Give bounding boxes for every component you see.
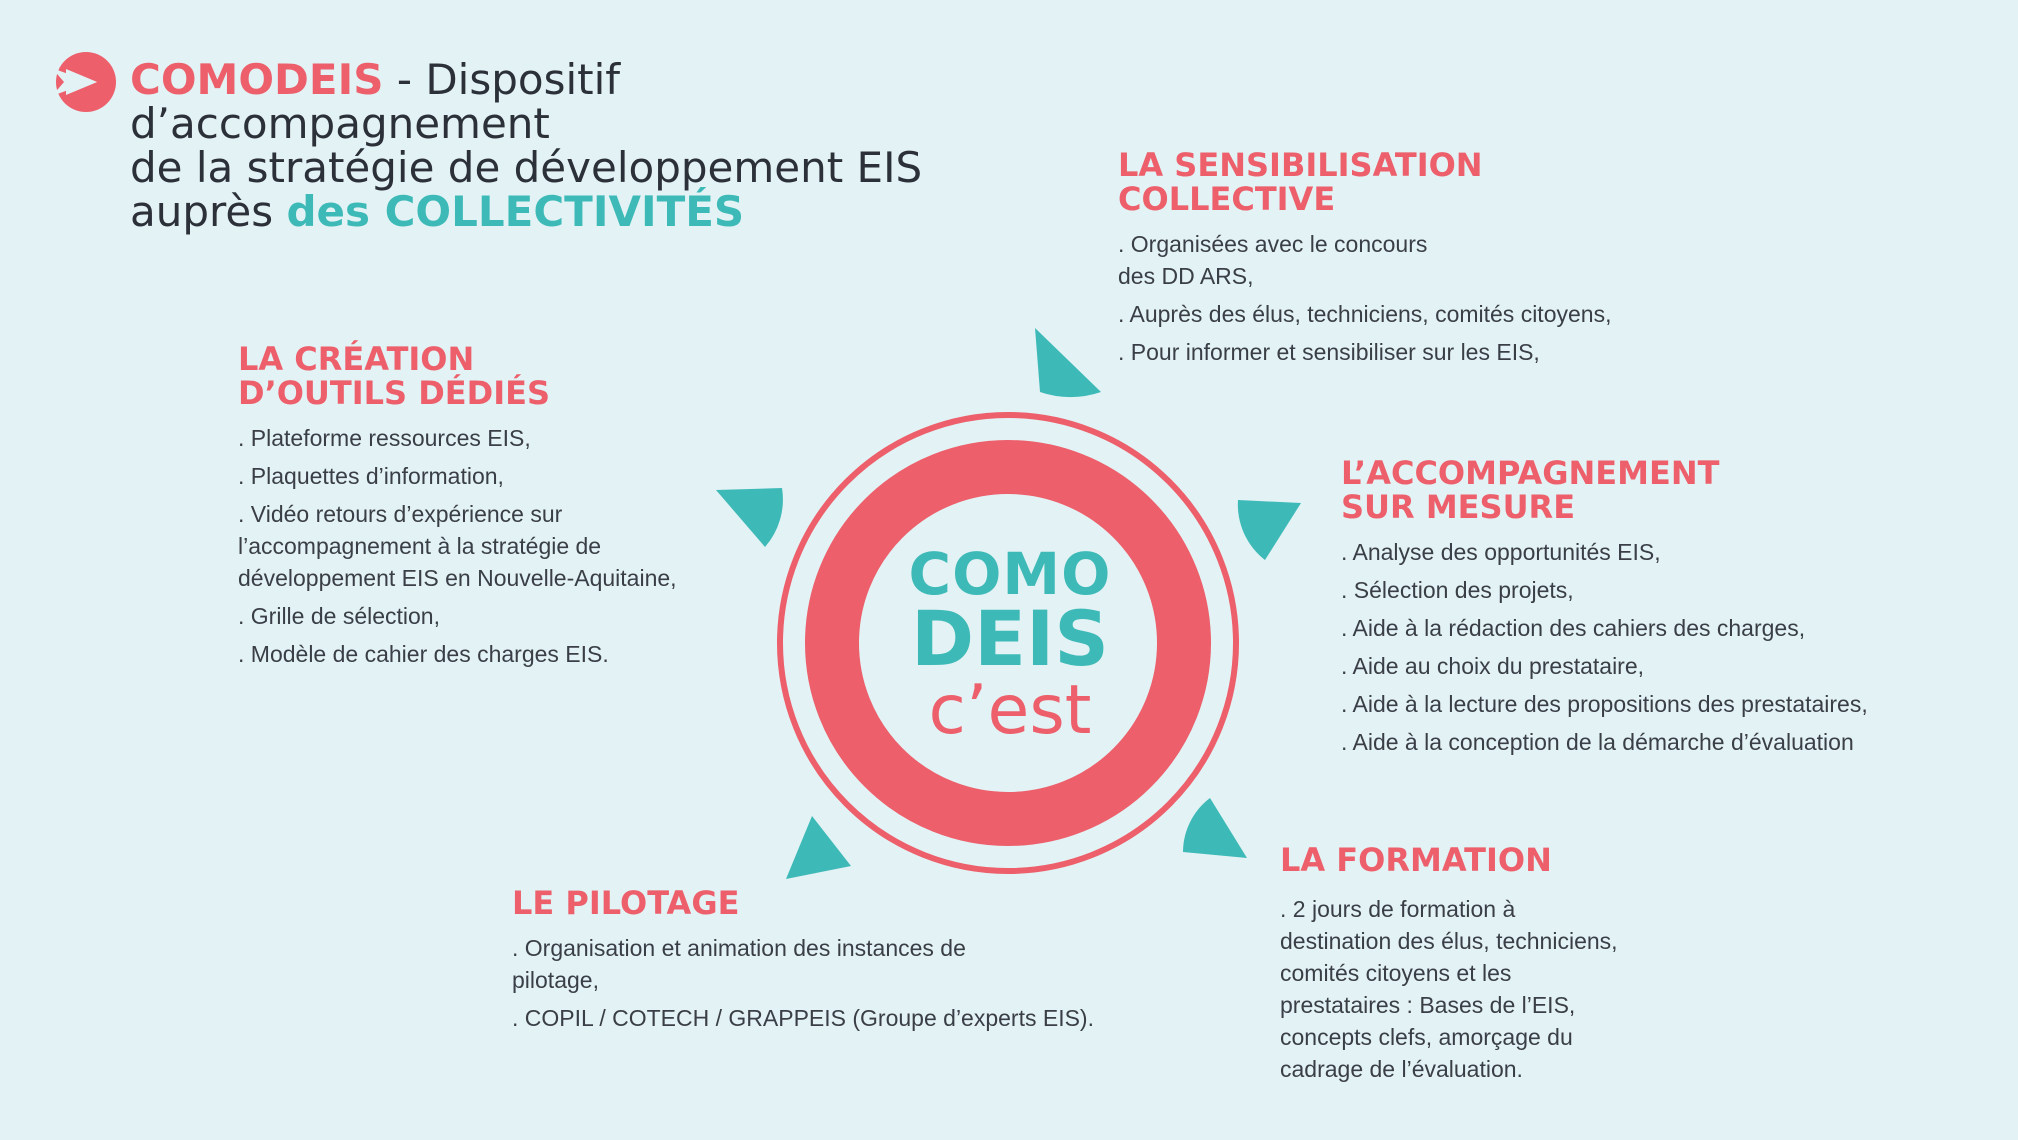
section-title-line1: LA SENSIBILISATION <box>1118 146 1483 184</box>
list-item: . Organisées avec le concours <box>1118 231 1428 257</box>
section-title-line2: COLLECTIVE <box>1118 180 1336 218</box>
list-item: . Plaquettes d’information, <box>238 463 504 489</box>
section-title-line2: D’OUTILS DÉDIÉS <box>238 374 551 412</box>
list-item: prestataires : Bases de l’EIS, <box>1280 992 1576 1018</box>
list-item: . Sélection des projets, <box>1341 577 1574 603</box>
center-label <box>880 540 1140 750</box>
list-item: . Plateforme ressources EIS, <box>238 425 531 451</box>
title-line2: de la stratégie de développement EIS <box>130 143 923 192</box>
list-item: . 2 jours de formation à <box>1280 896 1516 922</box>
section-title <box>512 886 1152 920</box>
center-label-cest: c’est <box>928 671 1092 750</box>
brand-name: COMODEIS <box>130 55 384 104</box>
list-item: concepts clefs, amorçage du <box>1280 1024 1573 1050</box>
list-item: . Analyse des opportunités EIS, <box>1341 539 1661 565</box>
list-item: . Vidéo retours d’expérience sur <box>238 501 563 527</box>
list-item: . COPIL / COTECH / GRAPPEIS (Groupe d’experts EIS). <box>512 1005 1094 1031</box>
list-item: . Organisation et animation des instances de <box>512 935 966 961</box>
wedge-right-bottom <box>1183 798 1247 858</box>
page-title <box>130 55 1030 236</box>
list-item: développement EIS en Nouvelle-Aquitaine, <box>238 565 677 591</box>
list-item: l’accompagnement à la stratégie de <box>238 533 602 559</box>
list-item: destination des élus, techniciens, <box>1280 928 1618 954</box>
list-item: . Auprès des élus, techniciens, comités citoyens, <box>1118 301 1612 327</box>
list-item: . Aide au choix du prestataire, <box>1341 653 1645 679</box>
section-list <box>1341 536 2001 758</box>
list-item: comités citoyens et les <box>1280 960 1512 986</box>
section-title <box>1341 456 2001 524</box>
list-item: . Grille de sélection, <box>238 603 440 629</box>
section-list <box>1118 228 1678 368</box>
wedge-top <box>1035 328 1101 397</box>
list-item: des DD ARS, <box>1118 263 1254 289</box>
title-line1: - Dispositif d’accompagnement <box>130 55 621 148</box>
section-sensibilisation <box>1118 148 1678 374</box>
section-title <box>1280 843 1700 877</box>
section-title-line1: L’ACCOMPAGNEMENT <box>1341 454 1720 492</box>
section-title <box>238 342 758 410</box>
list-item: . Modèle de cahier des charges EIS. <box>238 641 609 667</box>
section-creation <box>238 342 758 676</box>
section-title <box>1118 148 1678 216</box>
list-item: . Pour informer et sensibiliser sur les EIS, <box>1118 339 1540 365</box>
section-title-line1: LA CRÉATION <box>238 340 475 378</box>
list-item: . Aide à la conception de la démarche d’évaluation <box>1341 729 1854 755</box>
list-item: cadrage de l’évaluation. <box>1280 1056 1523 1082</box>
section-pilotage <box>512 886 1152 1040</box>
section-formation <box>1280 843 1700 1085</box>
section-title-line2: SUR MESURE <box>1341 488 1576 526</box>
list-item: pilotage, <box>512 967 599 993</box>
section-title-line1: LE PILOTAGE <box>512 884 740 922</box>
center-label-como: COMO <box>908 540 1112 608</box>
title-line3-start: auprès <box>130 187 287 236</box>
section-list <box>512 932 1152 1034</box>
section-list <box>238 422 758 670</box>
wedge-right-top <box>1238 500 1301 560</box>
section-accompagnement <box>1341 456 2001 764</box>
center-label-deis: DEIS <box>910 594 1109 683</box>
wedge-left-bottom <box>786 816 851 879</box>
section-list <box>1280 893 1700 1085</box>
section-title-line1: LA FORMATION <box>1280 841 1552 879</box>
list-item: . Aide à la rédaction des cahiers des charges, <box>1341 615 1806 641</box>
title-line3-highlight: des COLLECTIVITÉS <box>286 187 745 236</box>
play-logo-icon <box>52 52 118 112</box>
list-item: . Aide à la lecture des propositions des prestataires, <box>1341 691 1868 717</box>
